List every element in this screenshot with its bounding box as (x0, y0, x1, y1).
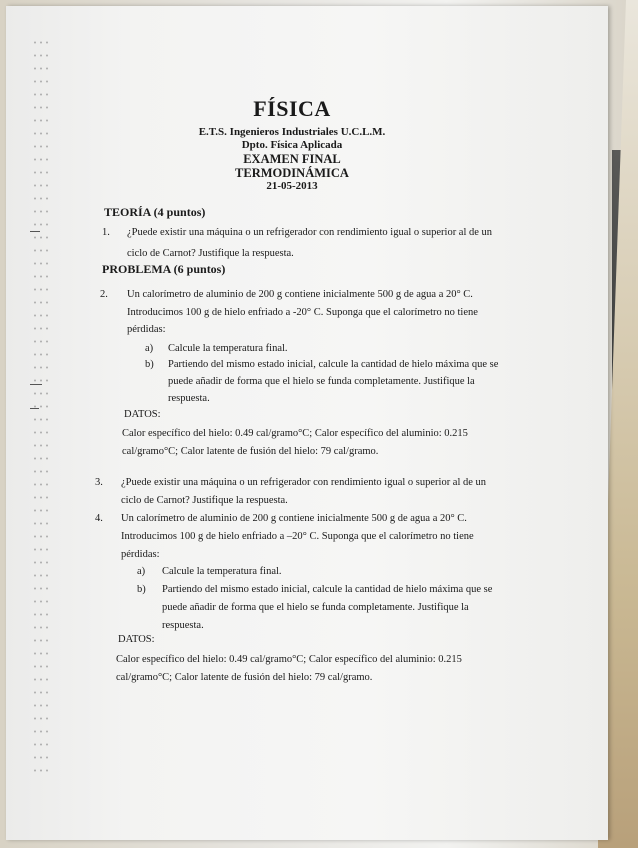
theory-heading: TEORÍA (4 puntos) (104, 205, 206, 219)
question-number: 4. (95, 513, 103, 524)
item-text: Calcule la temperatura final. (162, 566, 282, 577)
item-text: puede añadir de forma que el hielo se funda completamente. Justifique la (162, 602, 469, 613)
margin-mark (30, 408, 39, 409)
item-label: b) (137, 584, 146, 595)
data-text: Calor específico del hielo: 0.49 cal/gramo°C; Calor específico del aluminio: 0.215 (116, 654, 462, 665)
item-text: Partiendo del mismo estado inicial, calcule la cantidad de hielo máxima que se (162, 584, 493, 595)
subject-name: TERMODINÁMICA (235, 166, 349, 180)
question-text: Un calorímetro de aluminio de 200 g contiene inicialmente 500 g de agua a 20° C. (127, 289, 473, 300)
item-text: Partiendo del mismo estado inicial, calcule la cantidad de hielo máxima que se (168, 359, 499, 370)
page-title: FÍSICA (253, 96, 331, 121)
question-text: ciclo de Carnot? Justifique la respuesta. (127, 248, 294, 259)
question-text: Un calorímetro de aluminio de 200 g contiene inicialmente 500 g de agua a 20° C. (121, 513, 467, 524)
item-text: puede añadir de forma que el hielo se funda completamente. Justifique la (168, 376, 475, 387)
question-number: 3. (95, 477, 103, 488)
exam-date: 21-05-2013 (266, 180, 318, 192)
item-text: respuesta. (162, 620, 204, 631)
question-text: Introducimos 100 g de hielo enfriado a -20° C. Suponga que el calorímetro no tiene (127, 307, 478, 318)
item-text: respuesta. (168, 393, 210, 404)
question-text: ¿Puede existir una máquina o un refrigerador con rendimiento igual o superior al de un (127, 227, 493, 238)
data-heading: DATOS: (118, 634, 155, 645)
item-text: Calcule la temperatura final. (168, 343, 288, 354)
item-label: b) (145, 359, 154, 370)
item-label: a) (137, 566, 146, 577)
question-text: pérdidas: (121, 549, 160, 560)
exam-sheet (6, 6, 608, 840)
question-text: ciclo de Carnot? Justifique la respuesta. (121, 495, 288, 506)
margin-mark (30, 231, 40, 232)
data-heading: DATOS: (124, 409, 161, 420)
margin-mark (30, 384, 42, 385)
problem-heading: PROBLEMA (6 puntos) (102, 262, 226, 276)
department-name: Dpto. Física Aplicada (241, 139, 343, 151)
binding-holes (32, 36, 48, 776)
question-text: ¿Puede existir una máquina o un refrigerador con rendimiento igual o superior al de un (121, 477, 487, 488)
question-text: Introducimos 100 g de hielo enfriado a –20° C. Suponga que el calorímetro no tiene (121, 531, 474, 542)
item-label: a) (145, 343, 154, 354)
data-text: cal/gramo°C; Calor latente de fusión del hielo: 79 cal/gramo. (122, 446, 379, 457)
school-name: E.T.S. Ingenieros Industriales U.C.L.M. (198, 126, 386, 138)
question-number: 2. (100, 289, 108, 300)
data-text: Calor específico del hielo: 0.49 cal/gramo°C; Calor específico del aluminio: 0.215 (122, 428, 468, 439)
exam-type: EXAMEN FINAL (243, 152, 341, 166)
question-number: 1. (102, 227, 110, 238)
question-text: pérdidas: (127, 324, 166, 335)
data-text: cal/gramo°C; Calor latente de fusión del hielo: 79 cal/gramo. (116, 672, 373, 683)
